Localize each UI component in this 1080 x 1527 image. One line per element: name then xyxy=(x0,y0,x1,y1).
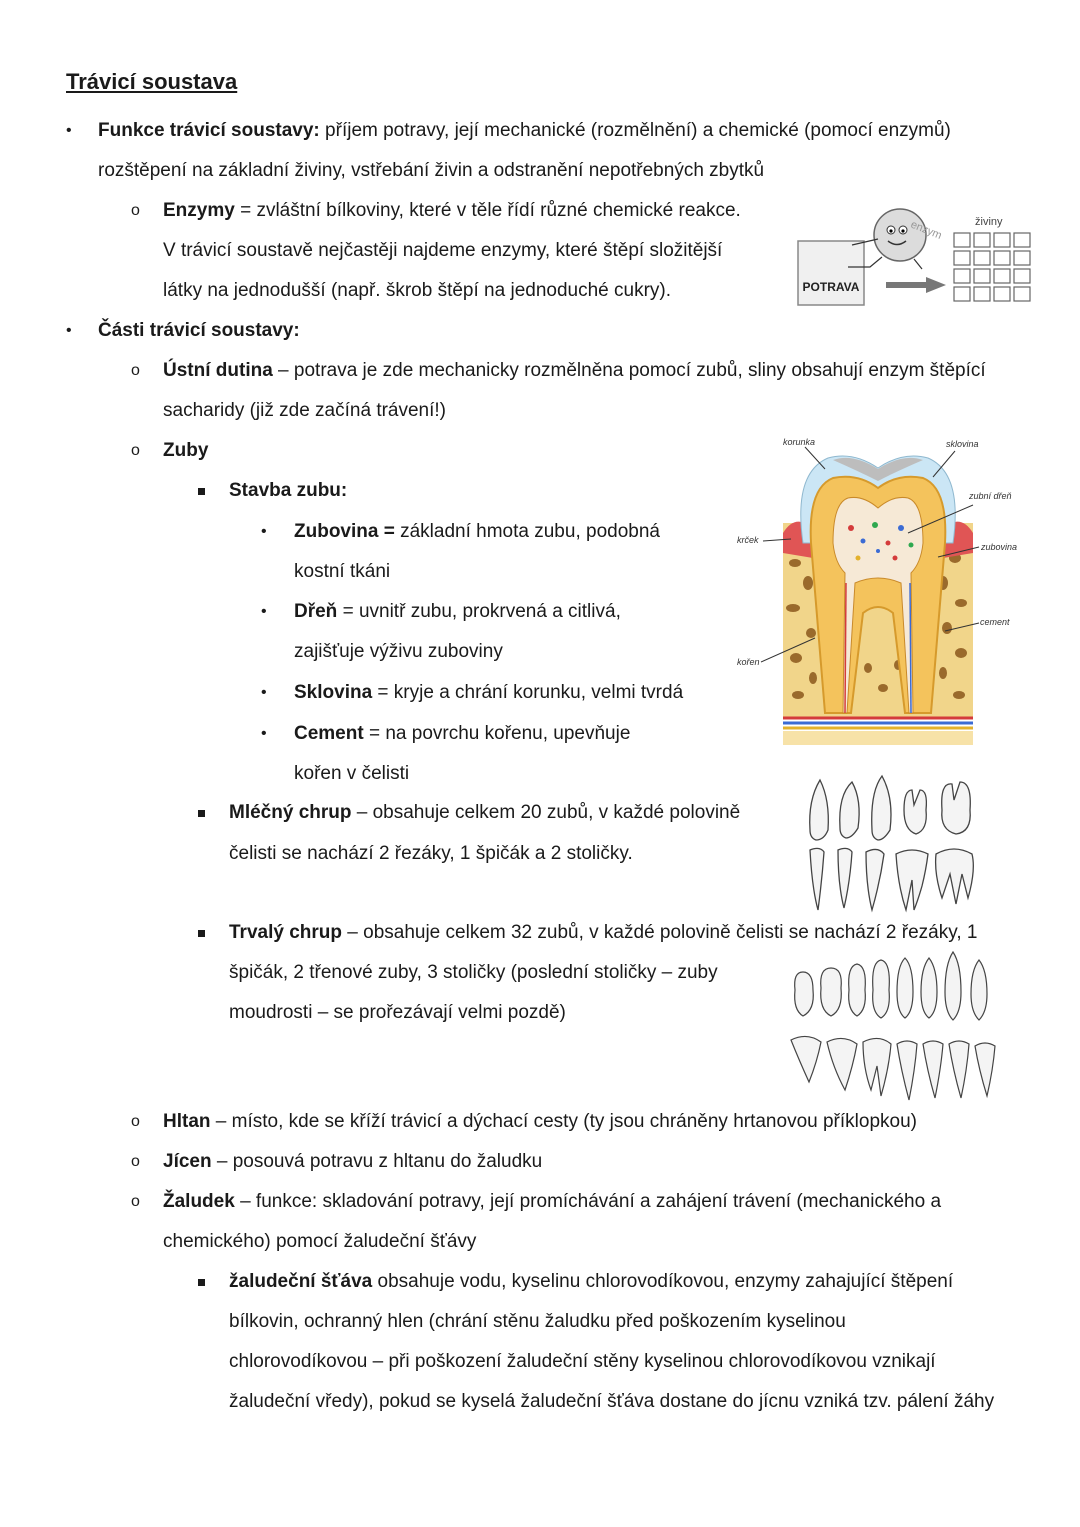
trvaly-line-1 xyxy=(229,921,977,945)
sklovina-label: Sklovina xyxy=(294,682,373,703)
zaludek-line-1 xyxy=(163,1190,941,1214)
stava-line-1 xyxy=(229,1270,953,1294)
stava-line-4: žaludeční vředy), pokud se kyselá žaludeční šťáva dostane do jícnu vzniká tzv. pálení žáhy xyxy=(229,1391,995,1412)
bullet-square xyxy=(198,810,205,817)
enzyme-diagram xyxy=(790,205,1040,310)
ustni-label: Ústní dutina xyxy=(163,360,273,381)
zaludek-label: Žaludek xyxy=(163,1191,235,1212)
sklovina-text: = kryje a chrání korunku, velmi tvrdá xyxy=(372,682,684,703)
label-krcek: krček xyxy=(737,535,759,545)
ustni-line-1 xyxy=(163,359,986,383)
dren-line-1 xyxy=(294,600,621,624)
sklovina-line xyxy=(294,681,683,705)
cement-line-2: kořen v čelisti xyxy=(294,763,410,784)
funkce-line-1 xyxy=(98,119,951,143)
enzymy-line-1 xyxy=(163,199,741,223)
permanent-teeth-illustration xyxy=(785,950,1010,1105)
bullet-dot: • xyxy=(66,322,72,339)
food-label: POTRAVA xyxy=(802,280,860,294)
bullet-dot: • xyxy=(261,523,267,540)
zaludek-text: – funkce: skladování potravy, její promíchávání a zahájení trávení (mechanického a xyxy=(234,1191,942,1212)
bullet-dot: • xyxy=(261,603,267,620)
enzymy-line-2: V trávicí soustavě nejčastěji najdeme enzymy, které štěpí složitější xyxy=(163,240,723,261)
trvaly-label: Trvalý chrup xyxy=(229,922,342,943)
hltan-text: – místo, kde se kříží trávicí a dýchací cesty (ty jsou chráněny hrtanovou příklopkou) xyxy=(210,1111,917,1132)
label-koren: kořen xyxy=(737,657,760,667)
trvaly-text: – obsahuje celkem 32 zubů, v každé polovině čelisti se nachází 2 řezáky, 1 xyxy=(342,922,978,943)
bullet-dot: • xyxy=(261,725,267,742)
ustni-text: – potrava je zde mechanicky rozmělněna pomocí zubů, sliny obsahují enzym štěpící xyxy=(272,360,986,381)
bullet-circle: o xyxy=(131,362,140,379)
enzyme-label: enzym xyxy=(908,218,944,242)
stava-line-3: chlorovodíkovou – při poškození žaludeční stěny kyselinou chlorovodíkovou vznikají xyxy=(229,1351,936,1372)
hltan-label: Hltan xyxy=(163,1111,211,1132)
trvaly-line-2: špičák, 2 třenové zuby, 3 stoličky (poslední stoličky – zuby xyxy=(229,962,718,983)
bullet-circle: o xyxy=(131,1193,140,1210)
dren-line-2: zajišťuje výživu zuboviny xyxy=(294,641,503,662)
funkce-text: příjem potravy, její mechanické (rozmělnění) a chemické (pomocí enzymů) xyxy=(319,120,951,141)
label-sklovina: sklovina xyxy=(946,439,979,449)
zubovina-line-1 xyxy=(294,520,660,544)
jicen-label: Jícen xyxy=(163,1151,212,1172)
label-korunka: korunka xyxy=(783,437,816,447)
casti-heading: Části trávicí soustavy: xyxy=(98,320,300,341)
dren-label: Dřeň xyxy=(294,601,338,622)
enzymy-line-3: látky na jednodušší (např. škrob štěpí na jednoduché cukry). xyxy=(163,280,672,301)
hltan-line xyxy=(163,1110,917,1134)
label-cement: cement xyxy=(980,617,1010,627)
page-title: Trávicí soustava xyxy=(66,69,238,94)
bullet-circle: o xyxy=(131,1153,140,1170)
stava-line-2: bílkovin, ochranný hlen (chrání stěnu žaludku před poškozením kyselinou xyxy=(229,1311,846,1332)
jicen-text: – posouvá potravu z hltanu do žaludku xyxy=(211,1151,543,1172)
mlecny-label: Mléčný chrup xyxy=(229,802,352,823)
mlecny-line-1 xyxy=(229,801,740,825)
cement-text: = na povrchu kořenu, upevňuje xyxy=(363,723,631,744)
cement-line-1 xyxy=(294,722,630,746)
zaludek-line-2: chemického) pomocí žaludeční šťávy xyxy=(163,1231,477,1252)
bullet-circle: o xyxy=(131,202,140,219)
milk-teeth-illustration xyxy=(800,770,990,918)
label-zubovina: zubovina xyxy=(981,542,1018,552)
nutrient-squares xyxy=(954,233,1030,301)
bullet-dot: • xyxy=(66,122,72,139)
enzymy-label: Enzymy xyxy=(163,200,235,221)
jicen-line xyxy=(163,1150,542,1174)
nutrients-label: živiny xyxy=(975,216,1003,228)
dren-text: = uvnitř zubu, prokrvená a citlivá, xyxy=(337,601,621,622)
bullet-circle: o xyxy=(131,442,140,459)
trvaly-line-3: moudrosti – se prořezávají velmi pozdě) xyxy=(229,1002,566,1023)
bullet-circle: o xyxy=(131,1113,140,1130)
bullet-square xyxy=(198,1279,205,1286)
stava-label: žaludeční šťáva xyxy=(229,1271,373,1292)
stavba-heading: Stavba zubu: xyxy=(229,480,348,501)
bullet-dot: • xyxy=(261,684,267,701)
funkce-label: Funkce trávicí soustavy: xyxy=(98,120,320,141)
funkce-line-2: rozštěpení na základní živiny, vstřebání živin a odstranění nepotřebných zbytků xyxy=(98,160,765,181)
ustni-line-2: sacharidy (již zde začíná trávení!) xyxy=(163,400,447,421)
zuby-heading: Zuby xyxy=(163,440,209,461)
enzymy-text: = zvláštní bílkoviny, které v těle řídí různé chemické reakce. xyxy=(234,200,741,221)
label-zubni-dren: zubní dřeň xyxy=(969,491,1012,501)
zubovina-line-2: kostní tkáni xyxy=(294,561,391,582)
zubovina-label: Zubovina = xyxy=(294,521,395,542)
mlecny-text: – obsahuje celkem 20 zubů, v každé polovině xyxy=(351,802,741,823)
mlecny-line-2: čelisti se nachází 2 řezáky, 1 špičák a 2 stoličky. xyxy=(229,843,633,864)
bullet-square xyxy=(198,930,205,937)
cement-label: Cement xyxy=(294,723,364,744)
zubovina-text: základní hmota zubu, podobná xyxy=(394,521,660,542)
stava-text: obsahuje vodu, kyselinu chlorovodíkovou, enzymy zahajující štěpení xyxy=(372,1271,954,1292)
bullet-square xyxy=(198,488,205,495)
tooth-cross-section xyxy=(733,433,1033,751)
